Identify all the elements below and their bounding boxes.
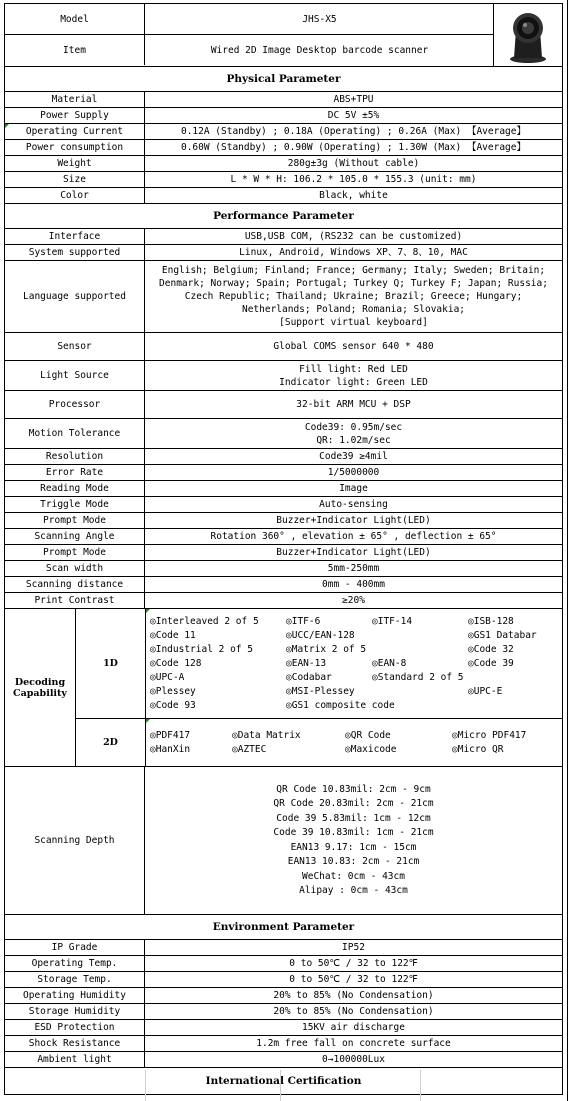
light-row <box>5 361 562 391</box>
cell-marker <box>5 124 9 128</box>
symbology-item: ◎Maxicode <box>345 743 397 755</box>
spec-row <box>5 561 562 577</box>
system-label: System supported <box>5 245 145 260</box>
symbology-item: ◎QR Code <box>345 729 391 741</box>
system-row <box>5 245 562 261</box>
spec-label: Color <box>5 188 145 203</box>
spec-row <box>5 988 562 1004</box>
sensor-row <box>5 333 562 361</box>
sheet-right-edge <box>567 0 568 1101</box>
decoding-2d <box>76 719 562 766</box>
motion-value <box>145 419 562 448</box>
spec-row <box>5 108 562 124</box>
spec-label: Resolution <box>5 449 145 464</box>
grid-line <box>420 1070 421 1101</box>
spec-value: Rotation 360° , elevation ± 65° , deflection ± 65° <box>210 531 497 542</box>
symbology-item: ◎Code 32 <box>468 643 514 655</box>
depth-line: WeChat: 0cm - 43cm <box>302 870 405 882</box>
symbology-item: ◎Matrix 2 of 5 <box>286 643 367 655</box>
product-image <box>493 4 562 66</box>
decoding-label <box>5 609 76 766</box>
spec-value: Black, white <box>319 190 388 201</box>
spec-value: Buzzer+Indicator Light(LED) <box>276 515 431 526</box>
symbology-item <box>468 671 562 685</box>
barcode-scanner-icon <box>494 4 562 66</box>
spec-value: 0 to 50℃ / 32 to 122℉ <box>289 958 418 969</box>
light-label: Light Source <box>5 361 145 390</box>
grid-line <box>280 1070 281 1101</box>
symbology-item: ◎Code 39 <box>468 657 514 669</box>
performance-rows <box>5 449 562 609</box>
decoding-body <box>76 609 562 766</box>
decoding-1d-list <box>146 615 562 713</box>
symbology-item: ◎PDF417 <box>150 729 191 741</box>
spec-label: Operating Temp. <box>5 956 145 971</box>
decoding-block <box>5 609 562 767</box>
symbology-item: ◎UPC-E <box>468 685 503 697</box>
item-row <box>5 35 494 65</box>
depth-value <box>145 767 562 914</box>
spec-value: DC 5V ±5% <box>327 110 380 121</box>
spec-label: Power Supply <box>5 108 145 123</box>
symbology-item: ◎HanXin <box>150 743 191 755</box>
language-line: Czech Republic; Thailand; Ukraine; Brazil; Greece; Hungary; <box>184 291 523 302</box>
spec-row <box>5 465 562 481</box>
spec-row <box>5 940 562 956</box>
symbology-item: ◎UCC/EAN-128 <box>286 629 355 641</box>
spec-row <box>5 188 562 204</box>
processor-row <box>5 391 562 419</box>
symbology-item: ◎Codabar <box>286 671 332 683</box>
spec-row <box>5 1020 562 1036</box>
decoding-2d-label: 2D <box>76 719 146 766</box>
motion-qr-text: QR: 1.02m/sec <box>316 434 391 446</box>
symbology-item: ◎GS1 Databar <box>468 629 537 641</box>
language-line: Denmark; Norway; Spain; Portugal; Turkey Q; Turkey F; Japan; Russia; <box>159 278 548 289</box>
spec-label: Operating Humidity <box>5 988 145 1003</box>
spec-sheet <box>4 3 563 1095</box>
fill-light-text: Fill light: Red LED <box>299 363 408 375</box>
spec-row <box>5 972 562 988</box>
model-label: Model <box>5 4 145 34</box>
spec-value: 20% to 85% (No Condensation) <box>273 1006 434 1017</box>
header-block <box>5 4 562 67</box>
performance-title: Performance Parameter <box>5 204 562 229</box>
spec-row <box>5 1036 562 1052</box>
symbology-item: ◎ITF-14 <box>372 615 413 627</box>
spec-value: Code39 ≥4mil <box>319 451 388 462</box>
symbology-item: ◎Micro PDF417 <box>452 729 527 741</box>
spec-value: ≥20% <box>342 595 365 606</box>
symbology-item <box>372 643 468 657</box>
spec-label: Prompt Mode <box>5 545 145 560</box>
environment-title: Environment Parameter <box>5 915 562 940</box>
spec-label: Weight <box>5 156 145 171</box>
spec-label: Scanning Angle <box>5 529 145 544</box>
depth-line: EAN13 9.17: 1cm - 15cm <box>290 841 417 853</box>
item-value: Wired 2D Image Desktop barcode scanner <box>210 44 429 56</box>
symbology-item: ◎Code 11 <box>150 629 196 641</box>
depth-line: QR Code 10.83mil: 2cm - 9cm <box>276 783 431 795</box>
spec-row <box>5 577 562 593</box>
depth-label: Scanning Depth <box>5 767 145 914</box>
symbology-item: ◎Data Matrix <box>232 729 301 741</box>
sensor-label: Sensor <box>5 333 145 360</box>
symbology-item: ◎Code 93 <box>150 699 196 711</box>
symbology-item <box>372 685 468 699</box>
language-line: Netherlands; Poland; Romania; Slovakia; <box>241 304 466 315</box>
decoding-2d-list <box>146 729 562 757</box>
language-row <box>5 261 562 333</box>
symbology-item: ◎AZTEC <box>232 743 267 755</box>
symbology-item: ◎Code 128 <box>150 657 202 669</box>
spec-value: ABS+TPU <box>333 94 374 105</box>
motion-code39-text: Code39: 0.95m/sec <box>304 421 403 433</box>
depth-line: Alipay : 0cm - 43cm <box>299 885 408 896</box>
spec-value: 0→100000Lux <box>322 1054 385 1065</box>
symbology-item <box>468 699 562 713</box>
language-line: English; Belgium; Finland; France; Germany; Italy; Sweden; Britain; <box>161 265 546 276</box>
spec-value: IP52 <box>342 942 365 953</box>
spec-value: Image <box>339 483 368 494</box>
spec-label: Reading Mode <box>5 481 145 496</box>
symbology-item: ◎Interleaved 2 of 5 <box>150 615 259 627</box>
symbology-item: ◎ISB-128 <box>468 615 514 627</box>
certification-title: International Certification <box>205 1075 362 1087</box>
model-row <box>5 4 494 35</box>
spec-value: 0.60W (Standby) ; 0.90W (Operating) ; 1.30W (Max) 【Average】 <box>180 142 526 153</box>
spec-row <box>5 956 562 972</box>
grid-line <box>145 1070 146 1101</box>
depth-line: Code 39 5.83mil: 1cm - 12cm <box>276 812 431 824</box>
interface-value: USB,USB COM, (RS232 can be customized) <box>244 231 463 242</box>
item-label: Item <box>5 35 145 65</box>
spec-value: 0mm - 400mm <box>322 579 385 590</box>
physical-rows <box>5 92 562 204</box>
symbology-item: ◎Plessey <box>150 685 196 697</box>
environment-rows <box>5 940 562 1068</box>
spec-row <box>5 140 562 156</box>
symbology-item: ◎Micro QR <box>452 743 504 755</box>
spec-label: Shock Resistance <box>5 1036 145 1051</box>
motion-row <box>5 419 562 449</box>
spec-label: Power consumption <box>5 140 145 155</box>
spec-row <box>5 92 562 108</box>
spec-value: 5mm-250mm <box>327 563 380 574</box>
decoding-1d-label: 1D <box>76 609 146 718</box>
spec-value: 20% to 85% (No Condensation) <box>273 990 434 1001</box>
spec-label: Prompt Mode <box>5 513 145 528</box>
spec-value: 0 to 50℃ / 32 to 122℉ <box>289 974 418 985</box>
language-label: Language supported <box>5 261 145 332</box>
symbology-item: ◎GS1 composite code <box>286 699 395 711</box>
spec-label: Scanning distance <box>5 577 145 592</box>
language-value <box>145 261 562 332</box>
spec-label: Triggle Mode <box>5 497 145 512</box>
symbology-item: ◎Standard 2 of 5 <box>372 671 464 683</box>
depth-line: Code 39 10.83mil: 1cm - 21cm <box>273 827 434 838</box>
processor-label: Processor <box>5 391 145 418</box>
physical-title: Physical Parameter <box>5 67 562 92</box>
spec-row <box>5 1004 562 1020</box>
spec-row <box>5 497 562 513</box>
motion-label: Motion Tolerance <box>5 419 145 448</box>
symbology-item: ◎EAN-13 <box>286 657 327 669</box>
spec-label: Storage Temp. <box>5 972 145 987</box>
spec-label: Operating Current <box>5 124 145 139</box>
spec-label: Material <box>5 92 145 107</box>
spec-row <box>5 593 562 609</box>
symbology-item <box>372 629 468 643</box>
spec-value: L * W * H: 106.2 * 105.0 * 155.3 (unit: mm) <box>230 174 477 185</box>
spec-label: ESD Protection <box>5 1020 145 1035</box>
spec-label: Scan width <box>5 561 145 576</box>
depth-lines <box>273 783 433 899</box>
decoding-2d-list-wrap <box>146 719 562 766</box>
system-value: Linux, Android, Windows XP、7、8、10, MAC <box>239 247 468 258</box>
decoding-label-line2: Capability <box>13 687 67 699</box>
symbology-item <box>372 699 468 713</box>
model-value: JHS-X5 <box>302 13 337 25</box>
light-value <box>145 361 562 390</box>
spec-row <box>5 513 562 529</box>
spec-row <box>5 545 562 561</box>
processor-value: 32-bit ARM MCU + DSP <box>296 399 411 410</box>
language-lines <box>159 264 548 329</box>
spec-row <box>5 481 562 497</box>
spec-label: Error Rate <box>5 465 145 480</box>
spec-row <box>5 1052 562 1068</box>
spec-row <box>5 172 562 188</box>
spec-row <box>5 449 562 465</box>
spec-value: 15KV air discharge <box>302 1022 405 1033</box>
cell-marker <box>146 719 150 723</box>
spec-row <box>5 156 562 172</box>
spec-label: Ambient light <box>5 1052 145 1067</box>
depth-row <box>5 767 562 915</box>
cell-marker <box>146 609 150 613</box>
interface-row <box>5 229 562 245</box>
spec-label: Storage Humidity <box>5 1004 145 1019</box>
decoding-label-line1: Decoding <box>14 676 66 688</box>
depth-line: EAN13 10.83: 2cm - 21cm <box>287 856 420 867</box>
indicator-light-text: Indicator light: Green LED <box>279 376 428 388</box>
spec-value: 1/5000000 <box>327 467 380 478</box>
spec-label: Size <box>5 172 145 187</box>
spec-label: IP Grade <box>5 940 145 955</box>
spec-value: 280g±3g (Without cable) <box>287 158 420 169</box>
spec-value: Buzzer+Indicator Light(LED) <box>276 547 431 558</box>
symbology-item: ◎MSI-Plessey <box>286 685 355 697</box>
spec-label: Print Contrast <box>5 593 145 608</box>
symbology-item: ◎UPC-A <box>150 671 185 683</box>
symbology-item: ◎Industrial 2 of 5 <box>150 643 253 655</box>
decoding-1d <box>76 609 562 719</box>
spec-value: 0.12A (Standby) ; 0.18A (Operating) ; 0.26A (Max) 【Average】 <box>180 126 526 137</box>
spec-row <box>5 529 562 545</box>
interface-label: Interface <box>5 229 145 244</box>
symbology-item: ◎ITF-6 <box>286 615 321 627</box>
symbology-item: ◎EAN-8 <box>372 657 407 669</box>
spec-value: 1.2m free fall on concrete surface <box>256 1038 451 1049</box>
sensor-value: Global COMS sensor 640 * 480 <box>273 341 434 352</box>
depth-line: QR Code 20.83mil: 2cm - 21cm <box>273 798 434 809</box>
spec-row <box>5 124 562 140</box>
language-line: [Support virtual keyboard] <box>279 317 428 328</box>
spec-value: Auto-sensing <box>319 499 388 510</box>
decoding-1d-list-wrap <box>146 609 562 718</box>
